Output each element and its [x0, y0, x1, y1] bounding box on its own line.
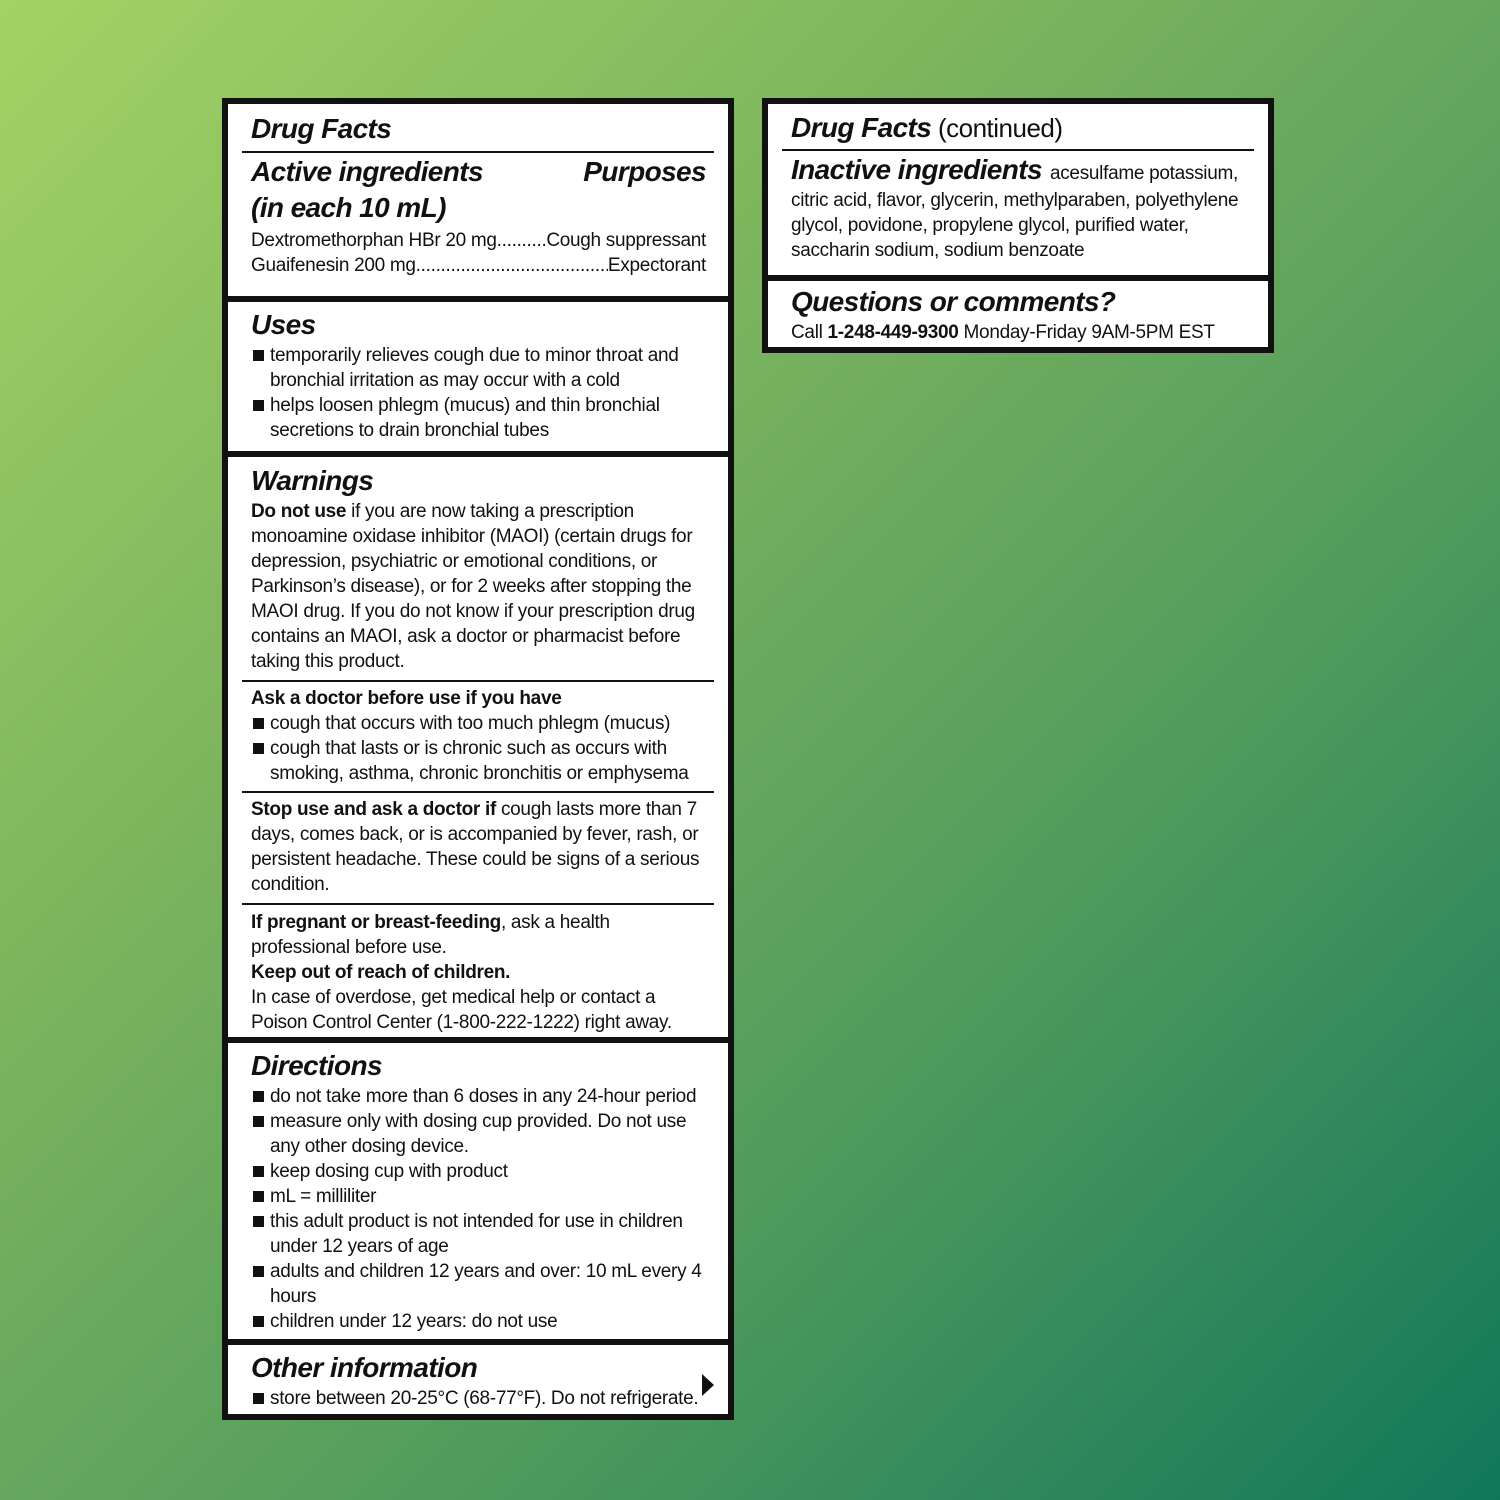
inactive-ingredients-heading: Inactive ingredients [791, 154, 1042, 185]
ingredient-purpose: Cough suppressant [546, 230, 706, 251]
ingredient-name: Guaifenesin 200 mg [251, 255, 416, 276]
drug-facts-title: Drug Facts [251, 113, 392, 144]
triangle-right-icon [702, 1374, 714, 1396]
overdose-paragraph: In case of overdose, get medical help or contact a Poison Control Center (1-800-222-1222) right away. [251, 987, 672, 1033]
contact-line: Call 1-248-449-9300 Monday-Friday 9AM-5PM EST [791, 322, 1215, 343]
warnings-section [228, 451, 728, 1037]
stop-use-paragraph: Stop use and ask a doctor if cough lasts more than 7 days, comes back, or is accompanied by fever, rash, or persistent headache. These could be signs of a serious condition. [251, 799, 700, 895]
directions-heading: Directions [251, 1050, 382, 1081]
uses-heading: Uses [251, 309, 316, 340]
list-item: cough that occurs with too much phlegm (mucus) [251, 711, 706, 736]
ingredient-name: Dextromethorphan HBr 20 mg [251, 230, 497, 251]
drug-facts-continued-title: Drug Facts (continued) [791, 112, 1063, 143]
keep-out-of-reach: Keep out of reach of children. [251, 962, 511, 983]
list-item: mL = milliliter [251, 1184, 706, 1209]
inactive-ingredients-section [768, 104, 1268, 275]
list-item: temporarily relieves cough due to minor throat and bronchial irritation as may occur with a cold [251, 343, 706, 393]
active-ingredients-subheading: (in each 10 mL) [251, 192, 446, 223]
active-ingredients-heading: Active ingredients [251, 156, 483, 187]
drug-facts-panel [222, 98, 734, 1420]
warnings-heading: Warnings [251, 465, 374, 496]
phone-number: 1-248-449-9300 [827, 322, 959, 343]
list-item: do not take more than 6 doses in any 24-hour period [251, 1084, 706, 1109]
uses-section [228, 296, 728, 451]
list-item: cough that lasts or is chronic such as occurs with smoking, asthma, chronic bronchitis or emphysema [251, 736, 706, 786]
list-item: keep dosing cup with product [251, 1159, 706, 1184]
ingredient-row [251, 228, 706, 253]
questions-section [768, 275, 1268, 347]
list-item: measure only with dosing cup provided. Do not use any other dosing device. [251, 1109, 706, 1159]
drug-facts-continued-panel [762, 98, 1274, 353]
list-item: adults and children 12 years and over: 10 mL every 4 hours [251, 1259, 706, 1309]
active-ingredients-section [228, 104, 728, 296]
do-not-use-paragraph: Do not use if you are now taking a prescription monoamine oxidase inhibitor (MAOI) (certain drugs for depression, psychiatric or emotional conditions, or Parkinson’s disease), or for 2 weeks after stopping the MAOI drug. If you do not know if your prescription drug contains an MAOI, ask a doctor or pharmacist before taking this product. [251, 501, 695, 672]
other-information-section [228, 1339, 728, 1414]
ask-doctor-heading: Ask a doctor before use if you have [251, 688, 562, 709]
list-item: this adult product is not intended for use in children under 12 years of age [251, 1209, 706, 1259]
purposes-heading: Purposes [583, 156, 706, 187]
ingredient-purpose: Expectorant [607, 255, 706, 276]
other-information-heading: Other information [251, 1352, 478, 1383]
inactive-ingredients-paragraph: Inactive ingredients acesulfame potassium, citric acid, flavor, glycerin, methylparaben, polyethylene glycol, povidone, propylene glycol, purified water, saccharin sodium, sodium benzoate [791, 154, 1239, 261]
directions-section [228, 1037, 728, 1339]
ingredient-row [251, 253, 706, 278]
list-item: children under 12 years: do not use [251, 1309, 706, 1334]
questions-heading: Questions or comments? [791, 286, 1116, 317]
list-item: helps loosen phlegm (mucus) and thin bronchial secretions to drain bronchial tubes [251, 393, 706, 443]
pregnant-paragraph: If pregnant or breast-feeding, ask a health professional before use. [251, 912, 610, 958]
list-item: store between 20-25°C (68-77°F). Do not refrigerate. [251, 1386, 706, 1411]
